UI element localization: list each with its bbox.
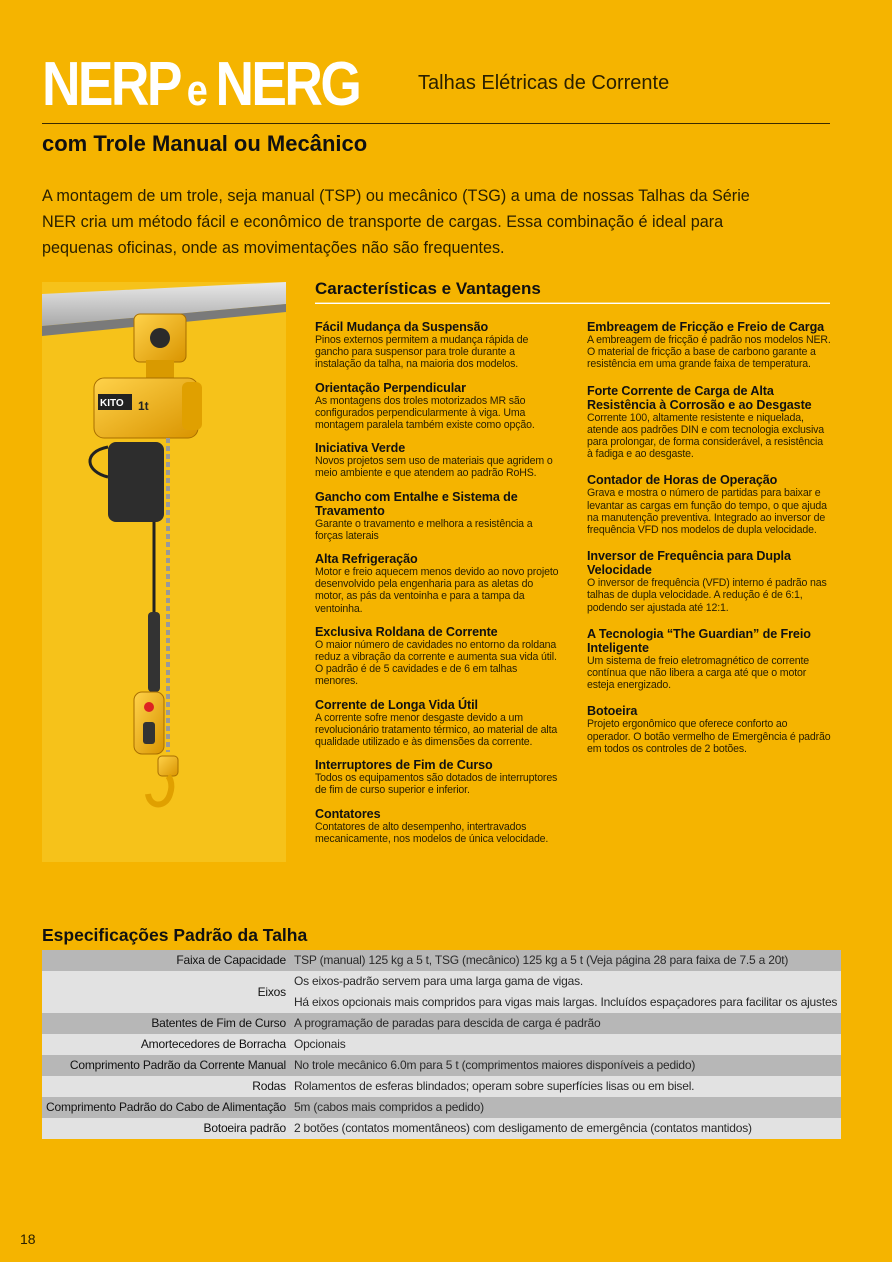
- feature-title: Alta Refrigeração: [315, 552, 418, 567]
- feature-text: O maior número de cavidades no entorno da roldana reduz a vibração da corrente e aumenta sua vida útil. O padrão é de 5 cavidades e de 6 em talhas menores.: [315, 638, 557, 688]
- feature-text: A embreagem de fricção é padrão nos modelos NER. O material de fricção a base de carbono garante a resistência em uma grande faixa de temperatura.: [587, 334, 831, 371]
- feature-text: Grava e mostra o número de partidas para baixar e levantar as cargas em função do tempo, o que ajuda na manutenção preventiva. Integrado ao inversor de frequência VFD nos modelos de dupla velocidade.: [587, 487, 827, 537]
- feature-item: [315, 625, 559, 688]
- spec-key: Comprimento Padrão do Cabo de Alimentação: [42, 1097, 290, 1118]
- spec-value: Há eixos opcionais mais compridos para vigas mais largas. Incluídos espaçadores para facilitar os ajustes: [290, 992, 841, 1013]
- feature-item: [315, 320, 559, 371]
- hoist-brand: KITO: [100, 398, 124, 409]
- table-row: [42, 1097, 841, 1118]
- title-conj: e: [186, 66, 207, 115]
- title-row: [42, 50, 830, 124]
- spec-key: Rodas: [42, 1076, 290, 1097]
- feature-item: [315, 552, 559, 615]
- specs-title: Especificações Padrão da Talha: [42, 925, 308, 945]
- intro-paragraph: A montagem de um trole, seja manual (TSP) ou mecânico (TSG) a uma de nossas Talhas da Série NER cria um método fácil e econômico de transporte de cargas. Essa combinação é ideal para pequenas oficinas, onde as movimentações não são frequentes.: [42, 187, 750, 257]
- feature-text: Projeto ergonômico que oferece conforto ao operador. O botão vermelho de Emergência é padrão em todos os controles de 2 botões.: [587, 718, 831, 755]
- feature-text: A corrente sofre menor desgaste devido a um revolucionário tratamento térmico, ao material de alta qualidade utilizado e às dimensões da corrente.: [315, 711, 558, 749]
- spec-key: Batentes de Fim de Curso: [42, 1013, 290, 1034]
- table-row: [42, 1034, 841, 1055]
- feature-title: Botoeira: [587, 704, 638, 719]
- spec-value: No trole mecânico 6.0m para 5 t (comprimentos maiores disponíveis a pedido): [290, 1055, 841, 1076]
- hoist-photo: [42, 282, 286, 862]
- table-row: [42, 1118, 841, 1139]
- feature-text: Um sistema de freio eletromagnético de corrente contínua que não libera a carga até que o motor esteja energizado.: [587, 654, 809, 692]
- specs-table: [42, 950, 841, 1139]
- table-row: [42, 1076, 841, 1097]
- spec-key: Amortecedores de Borracha: [42, 1034, 290, 1055]
- spec-key: Faixa de Capacidade: [42, 950, 290, 971]
- feature-item: [587, 627, 831, 692]
- feature-item: [315, 441, 559, 479]
- feature-item: [587, 384, 831, 461]
- feature-text: Motor e freio aquecem menos devido ao novo projeto desenvolvido pela engenharia para as aletas do motor, as pás da ventoinha e para a tampa da ventoinha.: [315, 566, 559, 615]
- spec-value: 2 botões (contatos momentâneos) com desligamento de emergência (contatos mantidos): [290, 1118, 841, 1139]
- feature-title: Orientação Perpendicular: [315, 380, 466, 395]
- hoist-capacity: 1t: [138, 399, 149, 413]
- chain-container: [108, 442, 164, 522]
- feature-title: Iniciativa Verde: [315, 441, 406, 456]
- feature-title: Gancho com Entalhe e Sistema de Travamento: [315, 489, 518, 518]
- features-column-right: [587, 320, 831, 768]
- feature-text: Todos os equipamentos são dotados de interruptores de fim de curso superior e inferior.: [315, 772, 558, 797]
- feature-title: Forte Corrente de Carga de Alta Resistência à Corrosão e ao Desgaste: [587, 383, 812, 412]
- feature-text: Pinos externos permitem a mudança rápida de gancho para suspensor para trole durante a instalação da talha, na maioria dos modelos.: [315, 334, 529, 371]
- feature-item: [315, 698, 559, 749]
- feature-item: [315, 807, 559, 845]
- feature-title: Inversor de Frequência para Dupla Velocidade: [587, 549, 791, 578]
- spec-value: Os eixos-padrão servem para uma larga gama de vigas.: [290, 971, 841, 992]
- feature-text: Garante o travamento e melhora a resistência a forças laterais: [315, 517, 533, 542]
- feature-title: Contador de Horas de Operação: [587, 473, 778, 488]
- spec-value: TSP (manual) 125 kg a 5 t, TSG (mecânico) 125 kg a 5 t (Veja página 28 para faixa de 7.5 a 20t): [290, 950, 841, 971]
- feature-item: [315, 381, 559, 432]
- spec-value: A programação de paradas para descida de carga é padrão: [290, 1013, 841, 1034]
- spec-value: 5m (cabos mais compridos a pedido): [290, 1097, 841, 1118]
- feature-text: Novos projetos sem uso de materiais que agridem o meio ambiente e que atendem ao padrão RoHS.: [315, 455, 553, 480]
- feature-title: Fácil Mudança da Suspensão: [315, 320, 489, 334]
- spec-key: Eixos: [42, 971, 290, 1013]
- title-sub: Talhas Elétricas de Corrente: [418, 72, 670, 94]
- table-row: [42, 950, 841, 971]
- spec-value: Rolamentos de esferas blindados; operam sobre superfícies lisas ou em bisel.: [290, 1076, 841, 1097]
- feature-title: Embreagem de Fricção e Freio de Carga: [587, 320, 825, 334]
- feature-item: [315, 490, 559, 542]
- spec-value: Opcionais: [290, 1034, 841, 1055]
- table-row: [42, 1013, 841, 1034]
- spec-key: Botoeira padrão: [42, 1118, 290, 1139]
- table-row: [42, 971, 841, 992]
- features-rule: [315, 302, 830, 304]
- features-column-left: [315, 320, 559, 855]
- page-title: [42, 50, 359, 126]
- spec-key: Comprimento Padrão da Corrente Manual: [42, 1055, 290, 1076]
- feature-item: [587, 473, 831, 536]
- feature-item: [315, 758, 559, 796]
- feature-text: Corrente 100, altamente resistente e niquelada, atende aos padrões DIN e com tecnologia exclusiva para prolongar, de forma considerável, a resistência à fadiga e ao desgaste.: [587, 411, 825, 461]
- feature-item: [587, 704, 831, 755]
- feature-title: Interruptores de Fim de Curso: [315, 758, 493, 773]
- feature-text: O inversor de frequência (VFD) interno é padrão nas talhas de dupla velocidade. A redução é de 6:1, podendo ser ajustada até 12:1.: [587, 577, 827, 614]
- page-number: 18: [20, 1231, 36, 1247]
- title-part1: NERP: [42, 50, 180, 119]
- feature-title: Contatores: [315, 806, 381, 821]
- title-part2: NERG: [215, 50, 360, 119]
- feature-item: [587, 320, 831, 371]
- feature-title: Exclusiva Roldana de Corrente: [315, 624, 498, 639]
- hoist-illustration: [42, 282, 286, 862]
- feature-title: Corrente de Longa Vida Útil: [315, 697, 478, 712]
- features-title: Características e Vantagens: [315, 279, 541, 298]
- feature-title: A Tecnologia “The Guardian” de Freio Inteligente: [587, 626, 811, 655]
- feature-item: [587, 549, 831, 614]
- feature-text: Contatores de alto desempenho, intertravados mecanicamente, nos modelos de única velocidade.: [315, 820, 549, 845]
- table-row: [42, 1055, 841, 1076]
- feature-text: As montagens dos troles motorizados MR são configurados perpendicularmente à viga. Uma montagem paralela também existe como opção.: [315, 394, 535, 432]
- page-subtitle: com Trole Manual ou Mecânico: [42, 131, 368, 156]
